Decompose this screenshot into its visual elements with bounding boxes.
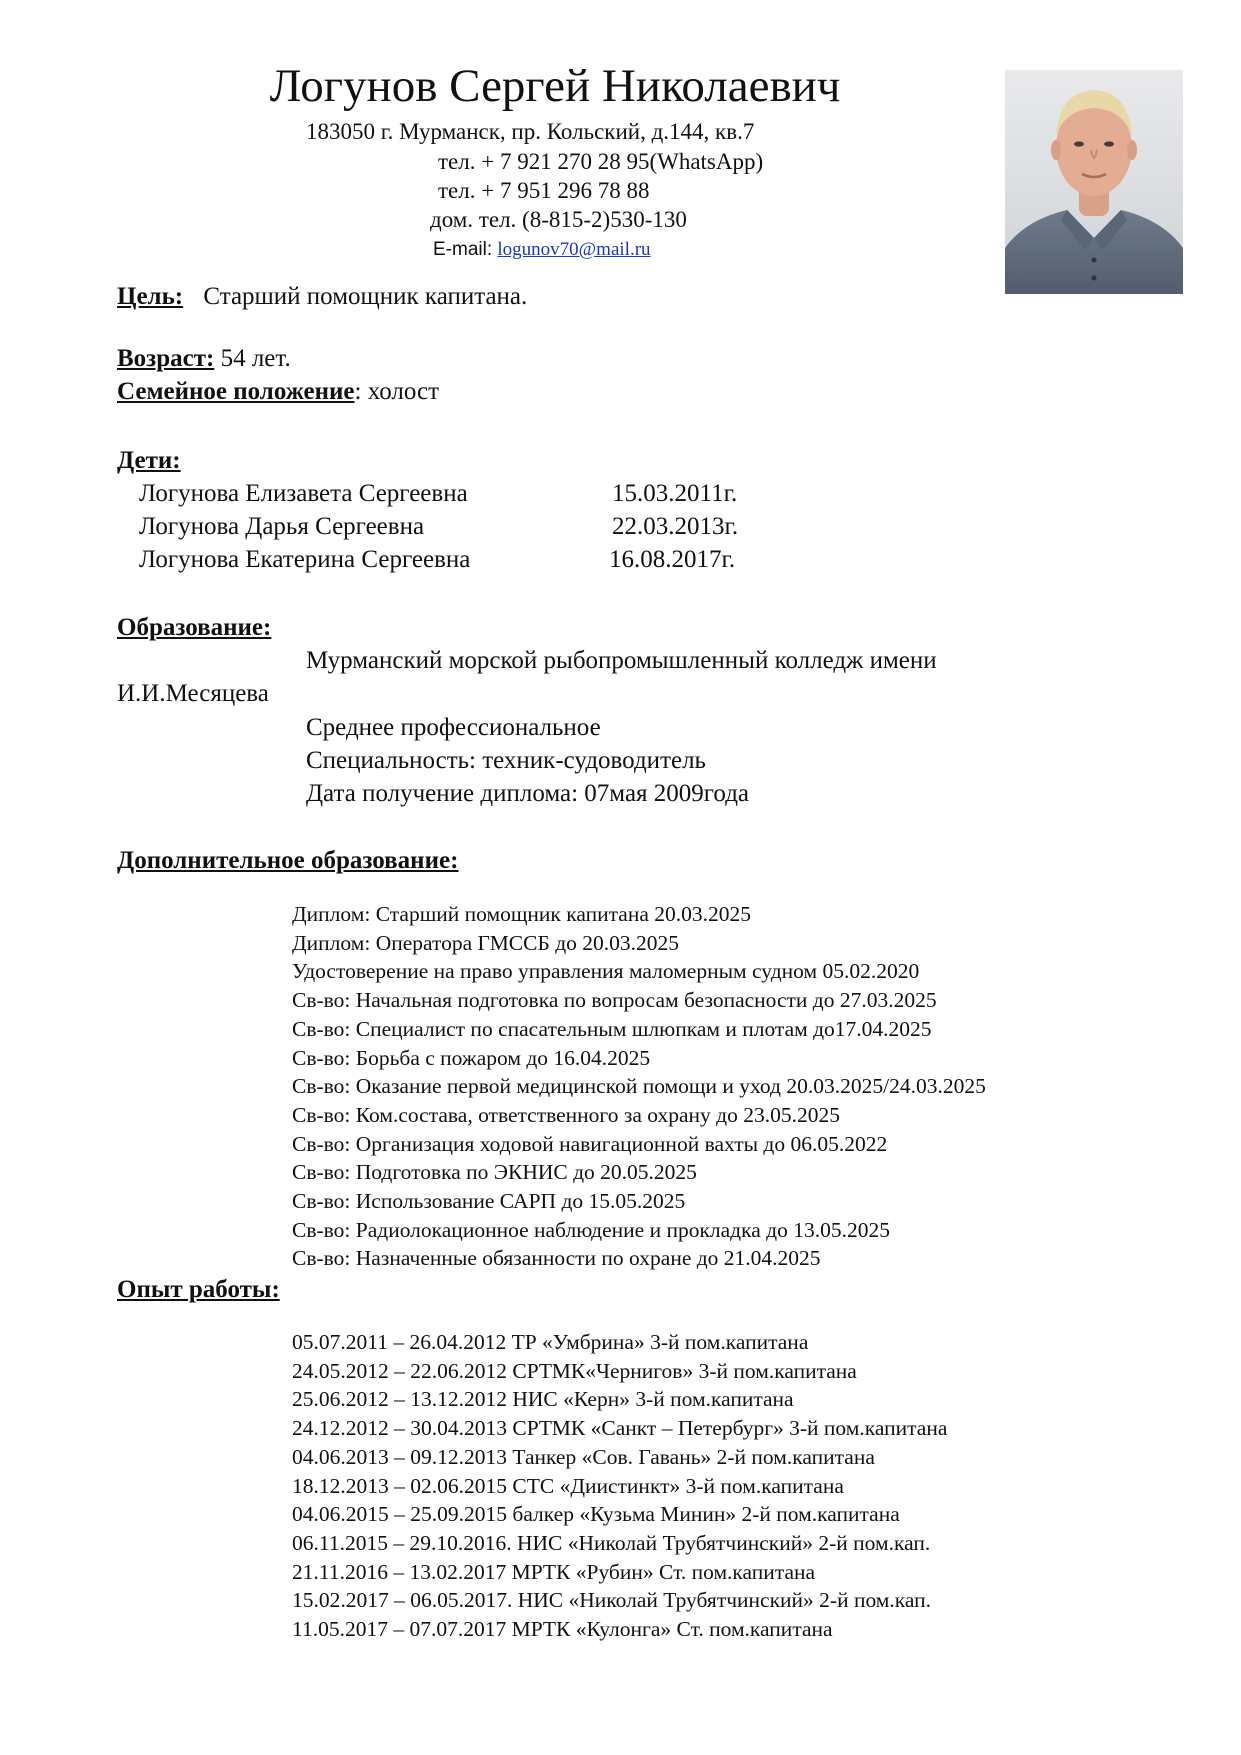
certificate-item: Св-во: Ком.состава, ответственного за охрану до 23.05.2025 [292,1102,840,1127]
certificate-item: Св-во: Назначенные обязанности по охране до 21.04.2025 [292,1246,821,1271]
child-birth-date: 16.08.2017г. [609,546,736,573]
marital-value: : холост [354,378,440,405]
certificate-item: Диплом: Старший помощник капитана 20.03.2025 [292,902,752,926]
phone-home: дом. тел. (8-815-2)530-130 [430,207,687,232]
experience-item: 25.06.2012 – 13.12.2012 НИС «Керн» 3-й пом.капитана [292,1387,794,1412]
child-row [139,479,839,509]
goal-line [117,282,527,312]
certificate-item: Удостоверение на право управления маломерным судном 05.02.2020 [292,959,920,984]
certificate-item: Диплом: Оператора ГМССБ до 20.03.2025 [292,930,680,955]
phone-mobile-2: тел. + 7 951 296 78 88 [438,178,650,203]
child-birth-date: 22.03.2013г. [612,513,739,540]
children-label: Дети: [117,447,181,474]
child-birth-date: 15.03.2011г. [612,480,738,507]
education-label: Образование: [117,614,272,641]
email-line [433,234,651,264]
child-row [139,512,839,542]
goal-value: Старший помощник капитана. [203,283,528,310]
child-name: Логунова Екатерина Сергеевна [139,546,471,573]
education-institution: Мурманский морской рыбопромышленный колледж имени [306,647,937,674]
certificate-item: Св-во: Подготовка по ЭКНИС до 20.05.2025 [292,1160,697,1185]
experience-item: 06.11.2015 – 29.10.2016. НИС «Николай Трубятчинский» 2-й пом.кап. [292,1530,931,1555]
experience-item: 04.06.2013 – 09.12.2013 Танкер «Сов. Гавань» 2-й пом.капитана [292,1444,875,1469]
certificate-item: Св-во: Радиолокационное наблюдение и прокладка до 13.05.2025 [292,1217,890,1242]
additional-education-label: Дополнительное образование: [117,847,459,874]
certificate-item: Св-во: Специалист по спасательным шлюпкам и плотам до17.04.2025 [292,1016,932,1041]
experience-item: 11.05.2017 – 07.07.2017 МРТК «Кулонга» Ст. пом.капитана [292,1617,833,1642]
education-specialty: Специальность: техник-судоводитель [306,747,706,774]
age-value: 54 лет. [214,345,291,372]
experience-item: 04.06.2015 – 25.09.2015 балкер «Кузьма Минин» 2-й пом.капитана [292,1502,900,1527]
email-label: E-mail: [433,239,498,260]
child-name: Логунова Елизавета Сергеевна [139,480,468,507]
resume-name: Логунов Сергей Николаевич [269,60,841,112]
age-line [117,344,291,374]
child-row [139,545,839,575]
experience-item: 18.12.2013 – 02.06.2015 СТС «Диистинкт» 3-й пом.капитана [292,1473,844,1498]
certificate-item: Св-во: Организация ходовой навигационной вахты до 06.05.2022 [292,1131,888,1156]
experience-item: 24.12.2012 – 30.04.2013 СРТМК «Санкт – Петербург» 3-й пом.капитана [292,1416,948,1441]
marital-label: Семейное положение [117,378,355,405]
experience-item: 21.11.2016 – 13.02.2017 МРТК «Рубин» Ст. пом.капитана [292,1559,816,1584]
age-label: Возраст: [117,345,215,372]
certificate-item: Св-во: Борьба с пожаром до 16.04.2025 [292,1045,651,1070]
education-level: Среднее профессиональное [306,714,601,741]
email-link[interactable]: logunov70@mail.ru [497,239,651,260]
certificate-item: Св-во: Оказание первой медицинской помощи и уход 20.03.2025/24.03.2025 [292,1074,986,1099]
phone-mobile-1: тел. + 7 921 270 28 95(WhatsApp) [438,149,764,174]
additional-education-list [292,900,986,1273]
experience-item: 24.05.2012 – 22.06.2012 СРТМК«Чернигов» 3-й пом.капитана [292,1358,857,1383]
profile-photo [1005,70,1183,294]
address: 183050 г. Мурманск, пр. Кольский, д.144, кв.7 [306,119,755,144]
education-institution-cont: И.И.Месяцева [117,680,269,707]
goal-label: Цель: [117,283,184,310]
marital-line [117,377,439,407]
portrait-image [1005,70,1183,294]
certificate-item: Св-во: Начальная подготовка по вопросам безопасности до 27.03.2025 [292,988,937,1013]
education-diploma-date: Дата получение диплома: 07мая 2009года [306,780,750,807]
certificate-item: Св-во: Использование САРП до 15.05.2025 [292,1189,686,1214]
child-name: Логунова Дарья Сергеевна [139,513,425,540]
experience-label: Опыт работы: [117,1276,280,1303]
experience-item: 15.02.2017 – 06.05.2017. НИС «Николай Трубятчинский» 2-й пом.кап. [292,1588,932,1613]
experience-item: 05.07.2011 – 26.04.2012 ТР «Умбрина» 3-й пом.капитана [292,1330,809,1354]
experience-list [292,1328,947,1644]
